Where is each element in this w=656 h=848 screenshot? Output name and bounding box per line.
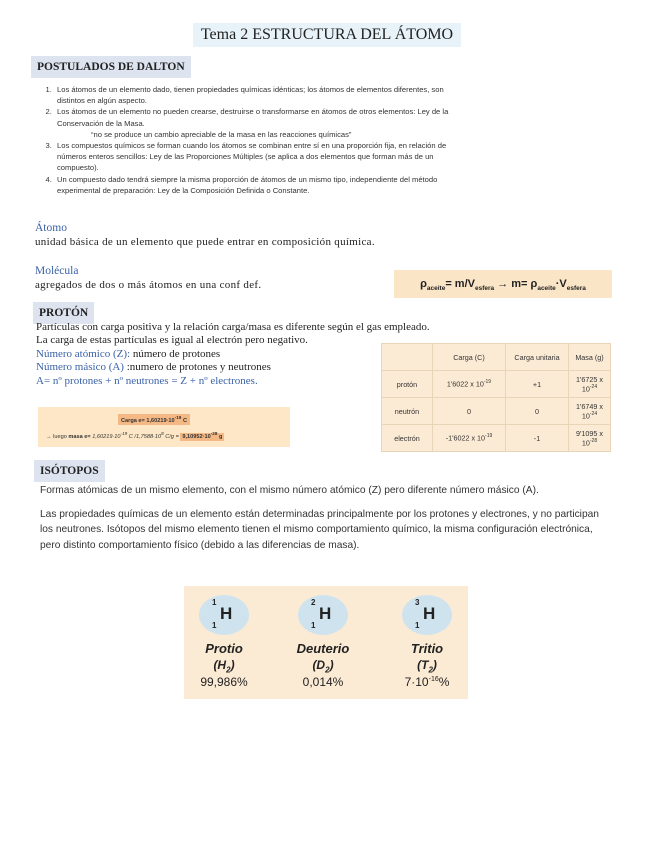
table-header bbox=[382, 344, 433, 371]
hydrogen-symbol: 2 H 1 bbox=[298, 595, 348, 635]
isotope-name: Tritio bbox=[410, 641, 444, 656]
atomo-term: Átomo bbox=[35, 222, 67, 234]
table-header: Masa (g) bbox=[569, 344, 611, 371]
table-cell: 9'1095 x $10^{-28}$ bbox=[569, 425, 611, 452]
molecula-term: Molécula bbox=[35, 265, 79, 277]
proton-line: Partículas con carga positiva y la relación carga/masa es diferente según el gas empleado. bbox=[36, 321, 430, 333]
arrow-icon: → bbox=[497, 278, 509, 290]
dalton-item: 1. Los átomos de un elemento dado, tienen propiedades químicas idénticas; los átomos de elementos diferentes, son distintos en algún aspecto. bbox=[54, 84, 472, 106]
dalton-quote: “no se produce un cambio apreciable de la masa en las reacciones químicas” bbox=[91, 129, 352, 139]
table-cell: -1 bbox=[506, 425, 569, 452]
dalton-list bbox=[42, 84, 472, 196]
table-row bbox=[382, 398, 611, 425]
hydrogen-symbol: 1 H 1 bbox=[199, 595, 249, 635]
isotope-name: Protio bbox=[205, 641, 243, 656]
table-cell: neutrón bbox=[382, 398, 433, 425]
density-formula: $\rho_{aceite}= m/V_{esfera} \to m= \rho_{aceite}\cdot V_{esfera}$ bbox=[394, 270, 612, 298]
isotopes-figure bbox=[184, 586, 468, 699]
atomo-definition: unidad básica de un elemento que puede entrar en composición química. bbox=[35, 236, 375, 248]
table-cell: 1'6022 x $10^{-19}$ bbox=[433, 371, 506, 398]
isotopos-heading: ISÓTOPOS bbox=[34, 460, 105, 482]
molecula-definition: agregados de dos o más átomos en una conf def. bbox=[35, 279, 262, 291]
table-header-row bbox=[382, 344, 611, 371]
table-cell: protón bbox=[382, 371, 433, 398]
electron-mass-calc: → luego masa $e= 1,60219\cdot 10^{-19}$ C $/1,7588\cdot 10^8$ $C/g = 9,10952\cdot 10^{-28}$ g bbox=[46, 431, 223, 440]
table-header: Carga (C) bbox=[433, 344, 506, 371]
table-row bbox=[382, 371, 611, 398]
proton-line: A= nº protones + nº neutrones = Z + nº electrones. bbox=[36, 374, 258, 387]
isotopos-paragraph: Formas atómicas de un mismo elemento, con el mismo número atómico (Z) pero diferente número másico (A). bbox=[40, 485, 539, 496]
isotopos-text bbox=[40, 483, 600, 561]
dalton-item bbox=[54, 106, 472, 140]
proton-heading: PROTÓN bbox=[33, 302, 94, 324]
table-header: Carga unitaria bbox=[506, 344, 569, 371]
isotope-abundance: 0,014% bbox=[302, 675, 344, 689]
page-title: Tema 2 ESTRUCTURA DEL ÁTOMO bbox=[193, 23, 461, 47]
hydrogen-symbol: 3 H 1 bbox=[402, 595, 452, 635]
proton-line: La carga de estas partículas es igual al electrón pero negativo. bbox=[36, 334, 308, 347]
dalton-item: 4. Un compuesto dado tendrá siempre la misma proporción de átomos de un mismo tipo, independiente del método experimental de preparación: Ley de la Composición Definida o Constante. bbox=[54, 174, 472, 196]
isotope-formula: $(D_2)$ bbox=[312, 658, 334, 675]
proton-line: Número másico (A) :numero de protones y neutrones bbox=[36, 361, 271, 374]
isotope-formula: $(H_2)$ bbox=[213, 658, 235, 675]
isotope-abundance: $7\cdot 10^{-16}\%$ bbox=[404, 675, 450, 689]
dalton-heading: POSTULADOS DE DALTON bbox=[31, 56, 191, 78]
table-cell: electrón bbox=[382, 425, 433, 452]
table-cell: -1'6022 x $10^{-19}$ bbox=[433, 425, 506, 452]
isotopos-paragraph: Las propiedades químicas de un elemento están determinadas principalmente por los protones y electrones, y no participan los neutrones. Isótopos del mismo elemento tienen el mismo comportamiento químico, la misma configuración electrónica, pero distinto comportamiento físico (debido a las diferencias de masa). bbox=[40, 508, 599, 551]
isotope-name: Deuterio bbox=[296, 641, 350, 656]
proton-line: Número atómico (Z): número de protones bbox=[36, 347, 221, 360]
isotope-formula: $(T_2)$ bbox=[417, 658, 437, 675]
electron-charge: Carga $e= 1,60219\cdot 10^{-19}$ C bbox=[118, 414, 190, 425]
table-cell: +1 bbox=[506, 371, 569, 398]
table-cell: 0 bbox=[506, 398, 569, 425]
isotope-abundance: 99,986% bbox=[200, 675, 248, 689]
table-cell: 1'6749 x $10^{-24}$ bbox=[569, 398, 611, 425]
particle-table bbox=[381, 343, 611, 452]
table-row bbox=[382, 425, 611, 452]
electron-mass-box bbox=[38, 407, 290, 447]
table-cell: 0 bbox=[433, 398, 506, 425]
table-cell: 1'6725 x $10^{-24}$ bbox=[569, 371, 611, 398]
dalton-item: 3. Los compuestos químicos se forman cuando los átomos se combinan entre sí en una proporción fija, en relación de números enteros sencillos: Ley de las Proporciones Múltiples (se aplica a dos elementos que forman más de un compuesto). bbox=[54, 140, 472, 174]
dalton-item-text: Los átomos de un elemento no pueden crearse, destruirse o transformarse en átomos de otros elementos: Ley de la Conservación de la Masa. bbox=[57, 107, 449, 128]
